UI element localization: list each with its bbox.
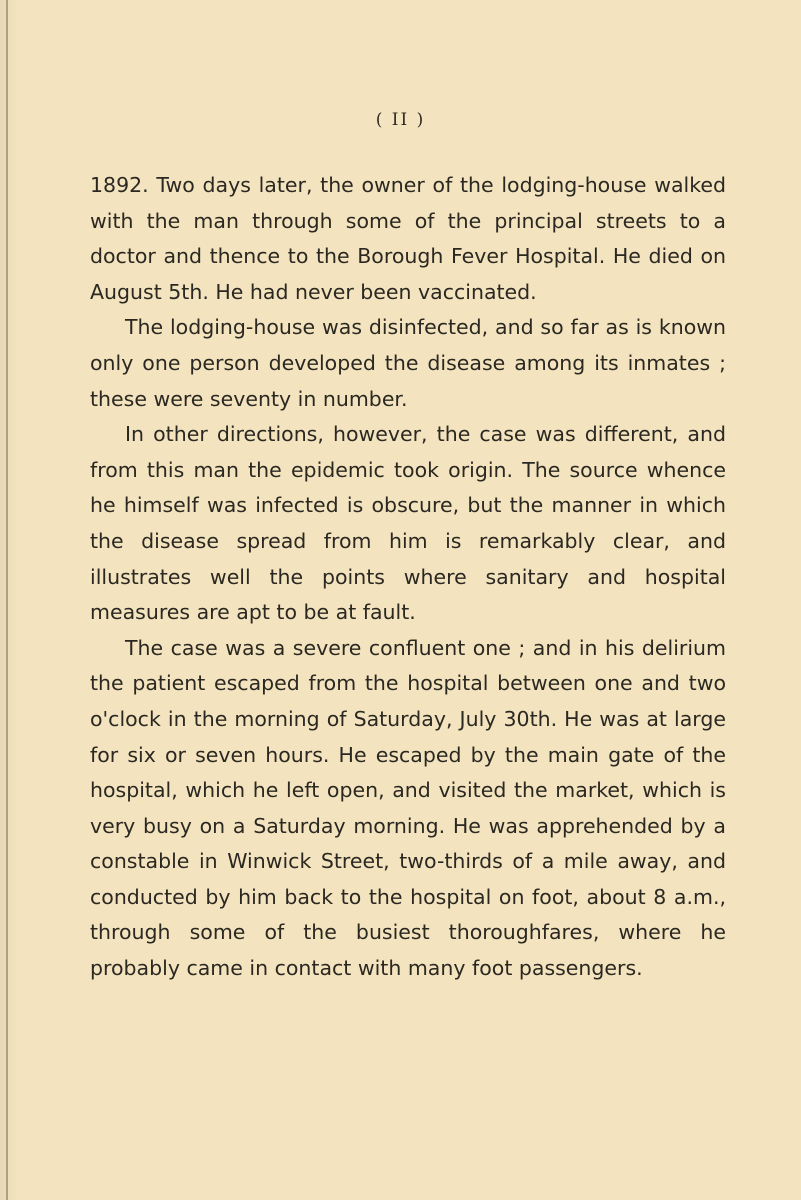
paragraph-4: The case was a severe confluent one ; and in his delirium the patient escaped from the hospital between one and two o'clock in the morning of Saturday, July 30th. He was at large for six or seven hours. He escaped by the main gate of the hospital, which he left open, and visited the market, which is very busy on a Saturday morning. He was apprehended by a constable in Winwick Street, two-thirds of a mile away, and conducted by him back to the hospital on foot, about 8 a.m., through some of the busiest thoroughfares, where he probably came in contact with many foot passengers. <box>90 635 726 981</box>
binding-edge <box>6 0 8 1200</box>
body-text <box>90 168 726 987</box>
paragraph-1: 1892. Two days later, the owner of the lodging-house walked with the man through some of the principal streets to a doctor and thence to the Borough Fever Hospital. He died on August 5th. He had never been vaccinated. <box>90 173 726 304</box>
paragraph-2: The lodging-house was disinfected, and so far as is known only one person developed the disease among its inmates ; these were seventy in number. <box>90 315 726 411</box>
page-number: ( II ) <box>375 110 426 130</box>
paragraph-3: In other directions, however, the case was different, and from this man the epidemic took origin. The source whence he himself was infected is obscure, but the manner in which the disease spread from him is remarkably clear, and illustrates well the points where sanitary and hospital measures are apt to be at fault. <box>90 422 726 625</box>
